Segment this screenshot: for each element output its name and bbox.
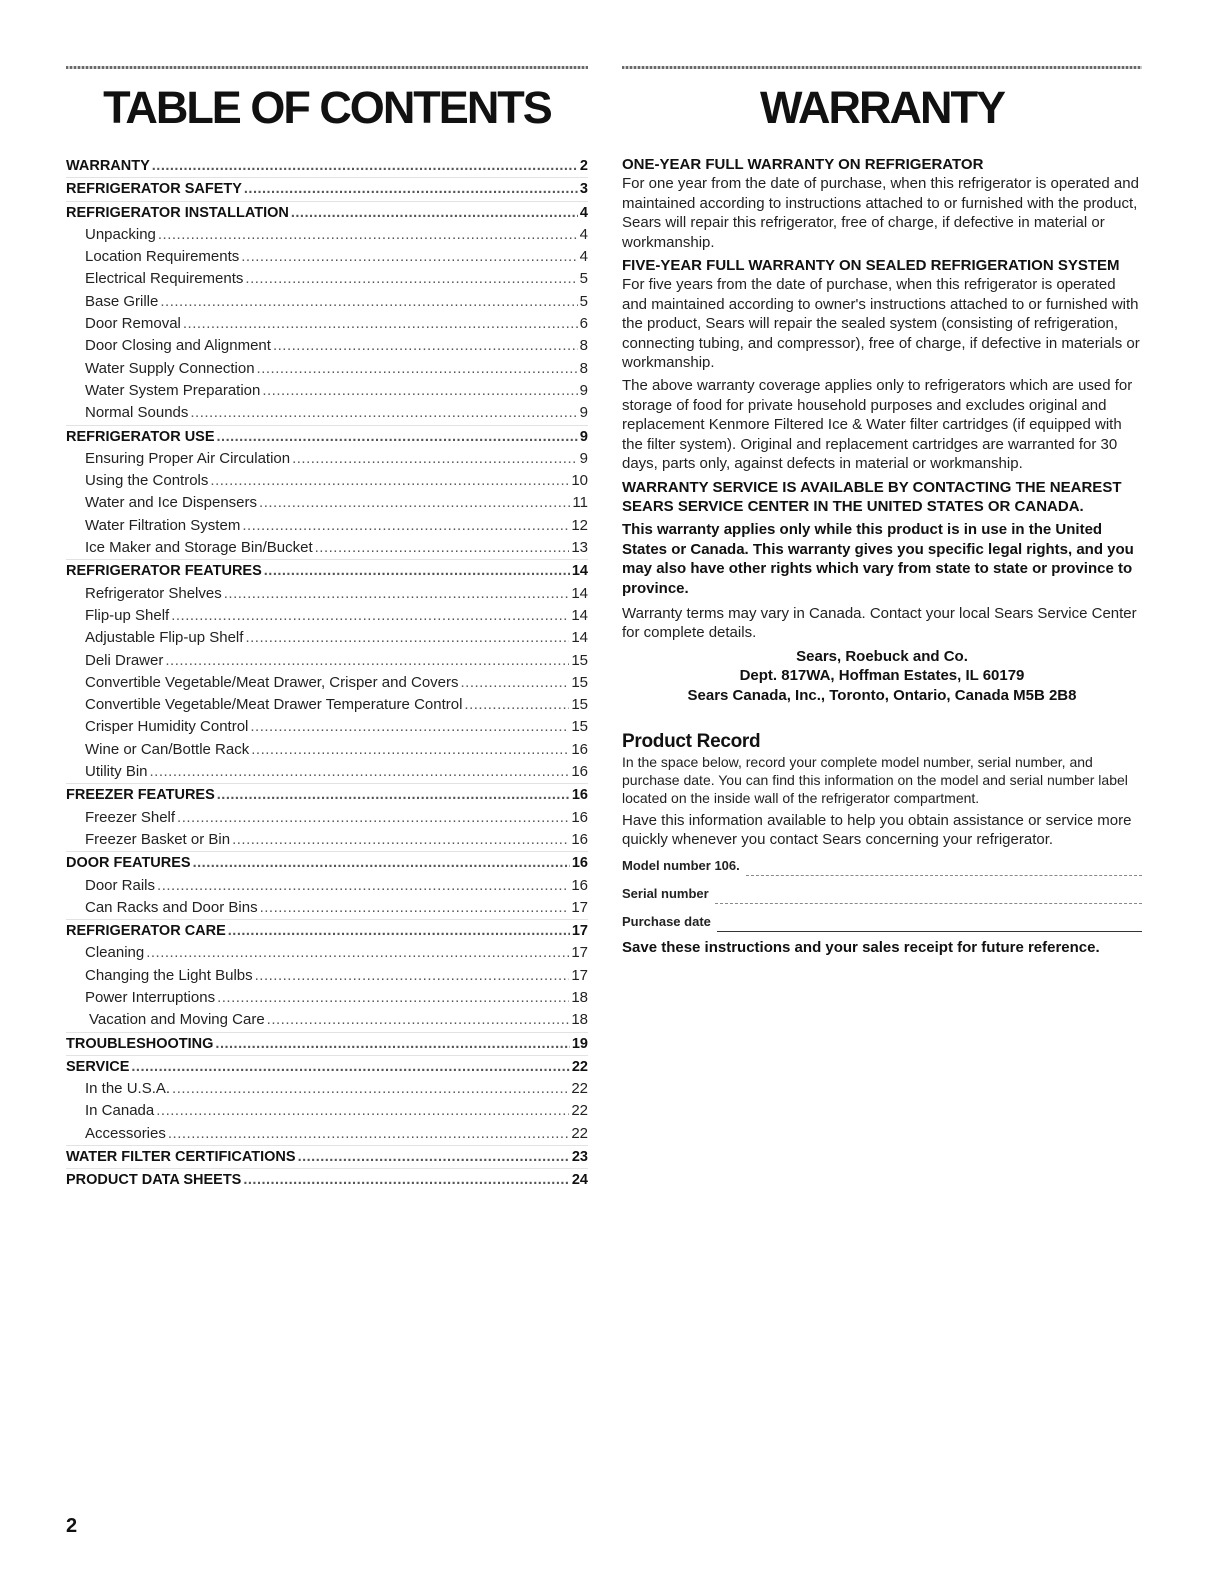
serial-number-field — [622, 882, 1142, 904]
toc-leader-dots — [131, 1056, 569, 1078]
toc-leader-dots — [255, 965, 570, 987]
toc-entry-title: Location Requirements — [85, 248, 240, 266]
toc-heading: TABLE OF CONTENTS — [103, 82, 551, 133]
toc-entry-page: 9 — [579, 381, 588, 399]
toc-subsection-entry — [66, 268, 588, 290]
toc-subsection-entry — [66, 515, 588, 537]
toc-entry-page: 16 — [571, 876, 588, 894]
toc-leader-dots — [244, 178, 578, 200]
toc-leader-dots — [217, 987, 569, 1009]
toc-entry-title: Can Racks and Door Bins — [85, 898, 258, 916]
toc-entry-page: 12 — [571, 516, 588, 534]
toc-leader-dots — [183, 313, 578, 335]
toc-entry-page: 13 — [571, 539, 588, 557]
toc-subsection-entry — [66, 246, 588, 268]
toc-entry-page: 15 — [571, 718, 588, 736]
toc-entry-title: In the U.S.A. — [85, 1080, 171, 1098]
toc-entry-page: 14 — [571, 563, 588, 580]
toc-entry-title: Water System Preparation — [85, 381, 261, 399]
toc-leader-dots — [210, 470, 569, 492]
toc-entry-title: Door Rails — [85, 876, 156, 894]
toc-leader-dots — [232, 829, 569, 851]
toc-entry-title: WARRANTY — [66, 158, 150, 174]
toc-entry-title: Water and Ice Dispensers — [85, 494, 258, 512]
warranty-rights-text: This warranty applies only while this product is in use in the United States or Canada. This warranty gives you specific legal rights, and you may also have other rights which vary from state to state or province to province. — [622, 521, 1134, 597]
toc-subsection-entry — [66, 448, 588, 470]
toc-entry-page: 15 — [571, 696, 588, 714]
toc-entry-title: REFRIGERATOR INSTALLATION — [66, 204, 289, 221]
coverage-text: The above warranty coverage applies only to refrigerators which are used for storage of food for private household purposes and excludes original and replacement Kenmore Filtered Ice & Water filter cartridges (if equipped with the filter system). Original and replacement cartridges are warranted for 30 days, parts only, against defects in material or workmanship. — [622, 377, 1133, 473]
toc-entry-title: Wine or Can/Bottle Rack — [85, 740, 250, 758]
toc-subsection-entry — [66, 650, 588, 672]
toc-entry-page: 3 — [579, 181, 588, 198]
warranty-body — [622, 155, 1142, 957]
toc-subsection-entry — [66, 380, 588, 402]
address-line-1: Sears, Roebuck and Co. — [796, 647, 968, 665]
toc-subsection-entry — [66, 627, 588, 649]
save-instructions-note: Save these instructions and your sales receipt for future reference. — [622, 938, 1100, 956]
toc-entry-page: 4 — [579, 248, 588, 266]
product-record-assist-text: Have this information available to help you obtain assistance or service more quickly whenever you contact Sears concerning your refrigerator. — [622, 811, 1132, 849]
toc-entry-title: Water Filtration System — [85, 516, 241, 534]
toc-section-entry — [66, 1168, 588, 1191]
toc-subsection-entry — [66, 807, 588, 829]
toc-leader-dots — [217, 426, 578, 448]
purchase-date-field — [622, 910, 1142, 932]
toc-leader-dots — [158, 224, 578, 246]
toc-entry-page: 16 — [571, 855, 588, 872]
toc-entry-title: Deli Drawer — [85, 651, 164, 669]
toc-entry-title: FREEZER FEATURES — [66, 787, 215, 804]
toc-entry-title: Convertible Vegetable/Meat Drawer Temperature Control — [85, 696, 463, 714]
toc-entry-page: 22 — [571, 1080, 588, 1098]
toc-leader-dots — [215, 1033, 569, 1055]
toc-subsection-entry — [66, 739, 588, 761]
toc-entry-title: REFRIGERATOR USE — [66, 428, 215, 445]
toc-subsection-entry — [66, 470, 588, 492]
toc-leader-dots — [146, 942, 569, 964]
five-year-warranty-text: For five years from the date of purchase, when this refrigerator is operated and maintained according to owner's instructions attached to or furnished with the product, Sears will repair the sealed system (consisting of refrigeration, connecting tubing, and compressor), free of charge, if defective in materials or workmanship. — [622, 276, 1140, 372]
toc-subsection-entry — [66, 965, 588, 987]
toc-subsection-entry — [66, 605, 588, 627]
toc-entry-page: 5 — [579, 292, 588, 310]
toc-leader-dots — [243, 1169, 570, 1191]
toc-subsection-entry — [66, 829, 588, 851]
toc-leader-dots — [193, 852, 570, 874]
toc-leader-dots — [165, 650, 569, 672]
toc-leader-dots — [241, 246, 577, 268]
top-rule — [622, 66, 1142, 69]
toc-entry-page: 23 — [571, 1149, 588, 1166]
toc-entry-title: Utility Bin — [85, 763, 148, 781]
toc-subsection-entry — [66, 694, 588, 716]
canada-terms-text: Warranty terms may vary in Canada. Contact your local Sears Service Center for complete details. — [622, 604, 1137, 642]
model-number-line — [746, 861, 1142, 876]
toc-entry-title: Electrical Requirements — [85, 270, 244, 288]
toc-leader-dots — [257, 358, 578, 380]
toc-entry-page: 14 — [571, 606, 588, 624]
product-record-title: Product Record — [622, 730, 761, 752]
toc-entry-page: 8 — [579, 359, 588, 377]
toc-entry-page: 6 — [579, 315, 588, 333]
toc-leader-dots — [245, 268, 577, 290]
toc-leader-dots — [464, 694, 569, 716]
toc-leader-dots — [298, 1146, 570, 1168]
toc-subsection-entry — [66, 897, 588, 919]
toc-entry-title: Door Removal — [85, 315, 181, 333]
toc-entry-page: 2 — [579, 158, 588, 174]
toc-subsection-entry — [66, 716, 588, 738]
toc-entry-title: REFRIGERATOR SAFETY — [66, 181, 242, 198]
toc-entry-title: In Canada — [85, 1102, 155, 1120]
toc-subsection-entry — [66, 402, 588, 424]
toc-entry-page: 9 — [579, 404, 588, 422]
toc-leader-dots — [150, 761, 570, 783]
toc-entry-title: Water Supply Connection — [85, 359, 255, 377]
toc-subsection-entry — [66, 942, 588, 964]
toc-leader-dots — [160, 291, 577, 313]
toc-entry-title: Freezer Basket or Bin — [85, 830, 231, 848]
toc-leader-dots — [217, 784, 570, 806]
one-year-warranty-heading: ONE-YEAR FULL WARRANTY ON REFRIGERATOR — [622, 156, 984, 173]
one-year-warranty-text: For one year from the date of purchase, when this refrigerator is operated and maintained according to instructions attached to or furnished with the product, Sears will repair this refrigerator, free of charge, if defective in material or workmanship. — [622, 175, 1139, 251]
toc-entry-title: Power Interruptions — [85, 988, 216, 1006]
toc-entry-title: Vacation and Moving Care — [89, 1011, 265, 1029]
toc-entry-title: Normal Sounds — [85, 404, 189, 422]
toc-leader-dots — [242, 515, 569, 537]
toc-section-entry — [66, 1055, 588, 1078]
toc-subsection-entry — [66, 1123, 588, 1145]
toc-subsection-entry — [66, 583, 588, 605]
toc-entry-title: WATER FILTER CERTIFICATIONS — [66, 1149, 296, 1166]
toc-section-entry — [66, 425, 588, 448]
warranty-column — [622, 66, 1142, 961]
toc-leader-dots — [251, 739, 569, 761]
toc-entry-page: 18 — [571, 1011, 588, 1029]
toc-entry-page: 17 — [571, 898, 588, 916]
toc-leader-dots — [171, 605, 569, 627]
toc-section-entry — [66, 1032, 588, 1055]
toc-subsection-entry — [66, 672, 588, 694]
toc-entry-title: Base Grille — [85, 292, 159, 310]
toc-entry-title: Convertible Vegetable/Meat Drawer, Crisper and Covers — [85, 673, 459, 691]
toc-entry-page: 22 — [571, 1102, 588, 1120]
toc-leader-dots — [152, 155, 578, 177]
purchase-date-line — [717, 917, 1142, 932]
toc-leader-dots — [250, 716, 569, 738]
toc-section-entry — [66, 559, 588, 582]
warranty-heading: WARRANTY — [760, 82, 1004, 133]
toc-entry-page: 9 — [579, 449, 588, 467]
address-line-3: Sears Canada, Inc., Toronto, Ontario, Canada M5B 2B8 — [687, 686, 1077, 704]
toc-entry-title: Adjustable Flip-up Shelf — [85, 629, 244, 647]
toc-subsection-entry — [66, 335, 588, 357]
toc-subsection-entry — [66, 537, 588, 559]
toc-entry-title: DOOR FEATURES — [66, 855, 191, 872]
warranty-service-heading: WARRANTY SERVICE IS AVAILABLE BY CONTACTING THE NEAREST SEARS SERVICE CENTER IN THE UNITED STATES OR CANADA. — [622, 478, 1122, 515]
toc-entry-page: 11 — [572, 494, 588, 512]
toc-subsection-entry — [66, 224, 588, 246]
toc-entry-page: 14 — [571, 584, 588, 602]
toc-entry-page: 17 — [571, 944, 588, 962]
purchase-date-label: Purchase date — [622, 914, 711, 930]
toc-leader-dots — [264, 560, 570, 582]
toc-entry-title: Freezer Shelf — [85, 808, 176, 826]
toc-section-entry — [66, 201, 588, 224]
toc-entry-page: 4 — [579, 225, 588, 243]
toc-subsection-entry — [66, 1078, 588, 1100]
toc-entry-title: Door Closing and Alignment — [85, 337, 271, 355]
toc-entry-title: Unpacking — [85, 225, 156, 243]
address-line-2: Dept. 817WA, Hoffman Estates, IL 60179 — [739, 667, 1025, 685]
page-number: 2 — [66, 1515, 78, 1537]
toc-entry-title: TROUBLESHOOTING — [66, 1035, 214, 1052]
toc-entry-title: SERVICE — [66, 1058, 130, 1075]
toc-subsection-entry — [66, 987, 588, 1009]
toc-entry-page: 5 — [579, 270, 588, 288]
toc-leader-dots — [273, 335, 578, 357]
toc-entry-page: 16 — [571, 763, 588, 781]
toc-entry-page: 8 — [579, 337, 588, 355]
five-year-warranty-heading: FIVE-YEAR FULL WARRANTY ON SEALED REFRIGERATION SYSTEM — [622, 257, 1120, 275]
toc-entry-page: 4 — [579, 204, 588, 221]
model-number-field — [622, 854, 1142, 876]
toc-leader-dots — [190, 402, 577, 424]
model-number-label: Model number 106. — [622, 858, 740, 874]
toc-leader-dots — [168, 1123, 569, 1145]
top-rule — [66, 66, 588, 69]
toc-entry-title: Flip-up Shelf — [85, 606, 170, 624]
toc-column — [66, 66, 588, 1192]
toc-entry-page: 16 — [571, 830, 588, 848]
toc-entry-title: PRODUCT DATA SHEETS — [66, 1172, 242, 1189]
toc-leader-dots — [292, 448, 578, 470]
toc-leader-dots — [267, 1009, 570, 1031]
toc-leader-dots — [291, 202, 578, 224]
toc-leader-dots — [315, 537, 570, 559]
serial-number-line — [715, 889, 1142, 904]
toc-entry-page: 17 — [571, 966, 588, 984]
toc-subsection-entry — [66, 761, 588, 783]
toc-leader-dots — [461, 672, 570, 694]
product-record-text: In the space below, record your complete model number, serial number, and purchase date. You can find this information on the model and serial number label located on the inside wall of the refrigerator compartment. — [622, 753, 1128, 806]
toc-entry-page: 19 — [571, 1035, 588, 1052]
toc-entry-page: 16 — [571, 740, 588, 758]
toc-subsection-entry — [66, 875, 588, 897]
toc-leader-dots — [262, 380, 577, 402]
toc-leader-dots — [228, 920, 570, 942]
toc-entry-title: REFRIGERATOR FEATURES — [66, 563, 262, 580]
toc-entry-title: Ensuring Proper Air Circulation — [85, 449, 291, 467]
toc-entry-page: 16 — [571, 787, 588, 804]
toc-entry-page: 15 — [571, 651, 588, 669]
toc-entry-page: 22 — [571, 1124, 588, 1142]
toc-subsection-entry — [66, 1009, 588, 1031]
toc-entry-page: 18 — [571, 988, 588, 1006]
toc-section-entry — [66, 1145, 588, 1168]
serial-number-label: Serial number — [622, 886, 709, 902]
toc-subsection-entry — [66, 313, 588, 335]
toc-entry-page: 24 — [571, 1172, 588, 1189]
toc-entry-title: Ice Maker and Storage Bin/Bucket — [85, 539, 313, 557]
toc-entry-title: Changing the Light Bulbs — [85, 966, 253, 984]
toc-entry-title: Cleaning — [85, 944, 145, 962]
toc-subsection-entry — [66, 492, 588, 514]
toc-entry-page: 17 — [571, 923, 588, 940]
toc-leader-dots — [172, 1078, 569, 1100]
toc-entry-page: 14 — [571, 629, 588, 647]
toc-entry-title: Accessories — [85, 1124, 166, 1142]
toc-leader-dots — [224, 583, 570, 605]
toc-subsection-entry — [66, 1100, 588, 1122]
toc-section-entry — [66, 783, 588, 806]
toc-section-entry — [66, 177, 588, 200]
toc-entry-page: 15 — [571, 673, 588, 691]
toc-section-entry — [66, 155, 588, 177]
toc-entry-title: Using the Controls — [85, 472, 209, 490]
toc-leader-dots — [259, 492, 570, 514]
toc-leader-dots — [157, 875, 569, 897]
toc-subsection-entry — [66, 358, 588, 380]
toc-entry-page: 16 — [571, 808, 588, 826]
toc-entry-title: Refrigerator Shelves — [85, 584, 222, 602]
toc-entry-title: REFRIGERATOR CARE — [66, 923, 226, 940]
toc-section-entry — [66, 919, 588, 942]
toc-entry-title: Crisper Humidity Control — [85, 718, 249, 736]
toc-leader-dots — [156, 1100, 569, 1122]
toc-leader-dots — [177, 807, 569, 829]
toc-leader-dots — [245, 627, 569, 649]
toc-list — [66, 155, 588, 1192]
toc-entry-page: 22 — [571, 1058, 588, 1075]
toc-entry-page: 10 — [571, 472, 588, 490]
toc-entry-page: 9 — [579, 428, 588, 445]
toc-section-entry — [66, 851, 588, 874]
toc-subsection-entry — [66, 291, 588, 313]
toc-leader-dots — [260, 897, 570, 919]
